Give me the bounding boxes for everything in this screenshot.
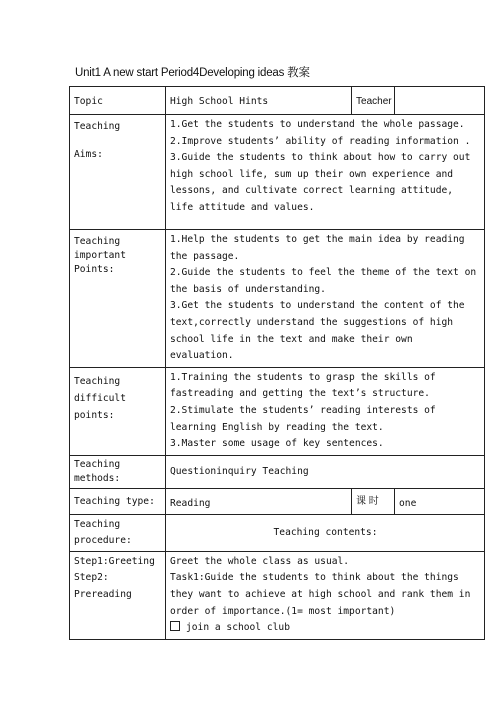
difficult-label: Teaching difficult points:	[70, 367, 166, 455]
row-procedure	[70, 514, 485, 551]
step-task1-text: Task1:Guide the students to think about the things they want to achieve at high school and rank them in order of importance.(1= most important)	[170, 572, 471, 617]
type-value: Reading	[166, 488, 352, 514]
teacher-value	[395, 87, 485, 115]
methods-value: Questioninquiry Teaching	[166, 455, 485, 488]
type-label: Teaching type:	[70, 488, 166, 514]
checkbox-item[interactable]	[170, 620, 481, 637]
checkbox-item-label: join a school club	[186, 622, 290, 634]
row-type	[70, 488, 485, 514]
difficult-text: 1.Training the students to grasp the skills of fastreading and getting the text’s structure. 2.Stimulate the students’ reading interests of learning English by reading the text. 3.Master some usage of key sentences.	[166, 367, 485, 455]
document-title: Unit1 A new start Period4Developing ideas 教案	[75, 67, 310, 79]
aims-label: Teaching Aims:	[70, 115, 166, 230]
row-methods	[70, 455, 485, 488]
row-aims	[70, 115, 485, 230]
important-text: 1.Help the students to get the main idea by reading the passage. 2.Guide the students to feel the theme of the text on the basis of understanding. 3.Get the students to understand the content of the text,correctly understand the suggestions of high school life in the text and make their own evaluation.	[166, 230, 485, 368]
row-topic	[70, 87, 485, 115]
steps-content	[166, 551, 485, 639]
procedure-value: Teaching contents:	[166, 514, 485, 551]
row-steps	[70, 551, 485, 639]
procedure-label: Teaching procedure:	[70, 514, 166, 551]
topic-label: Topic	[70, 87, 166, 115]
checkbox-icon[interactable]	[170, 621, 180, 631]
step-greeting-text: Greet the whole class as usual.	[170, 555, 350, 567]
topic-value: High School Hints	[166, 87, 352, 115]
hours-value: one	[395, 488, 485, 514]
teacher-label: Teacher	[352, 87, 395, 115]
row-important-points	[70, 230, 485, 368]
lesson-plan-table	[69, 86, 485, 640]
important-label: Teaching important Points:	[70, 230, 166, 368]
steps-label: Step1:Greeting Step2: Prereading	[70, 551, 166, 639]
methods-label: Teaching methods:	[70, 455, 166, 488]
hours-label: 课 时	[352, 488, 395, 514]
aims-text: 1.Get the students to understand the whole passage. 2.Improve students’ ability of reading information . 3.Guide the students to think about how to carry out high school life, sum up their own experience and lessons, and cultivate correct learning attitude, life attitude and values.	[166, 115, 485, 230]
row-difficult-points	[70, 367, 485, 455]
